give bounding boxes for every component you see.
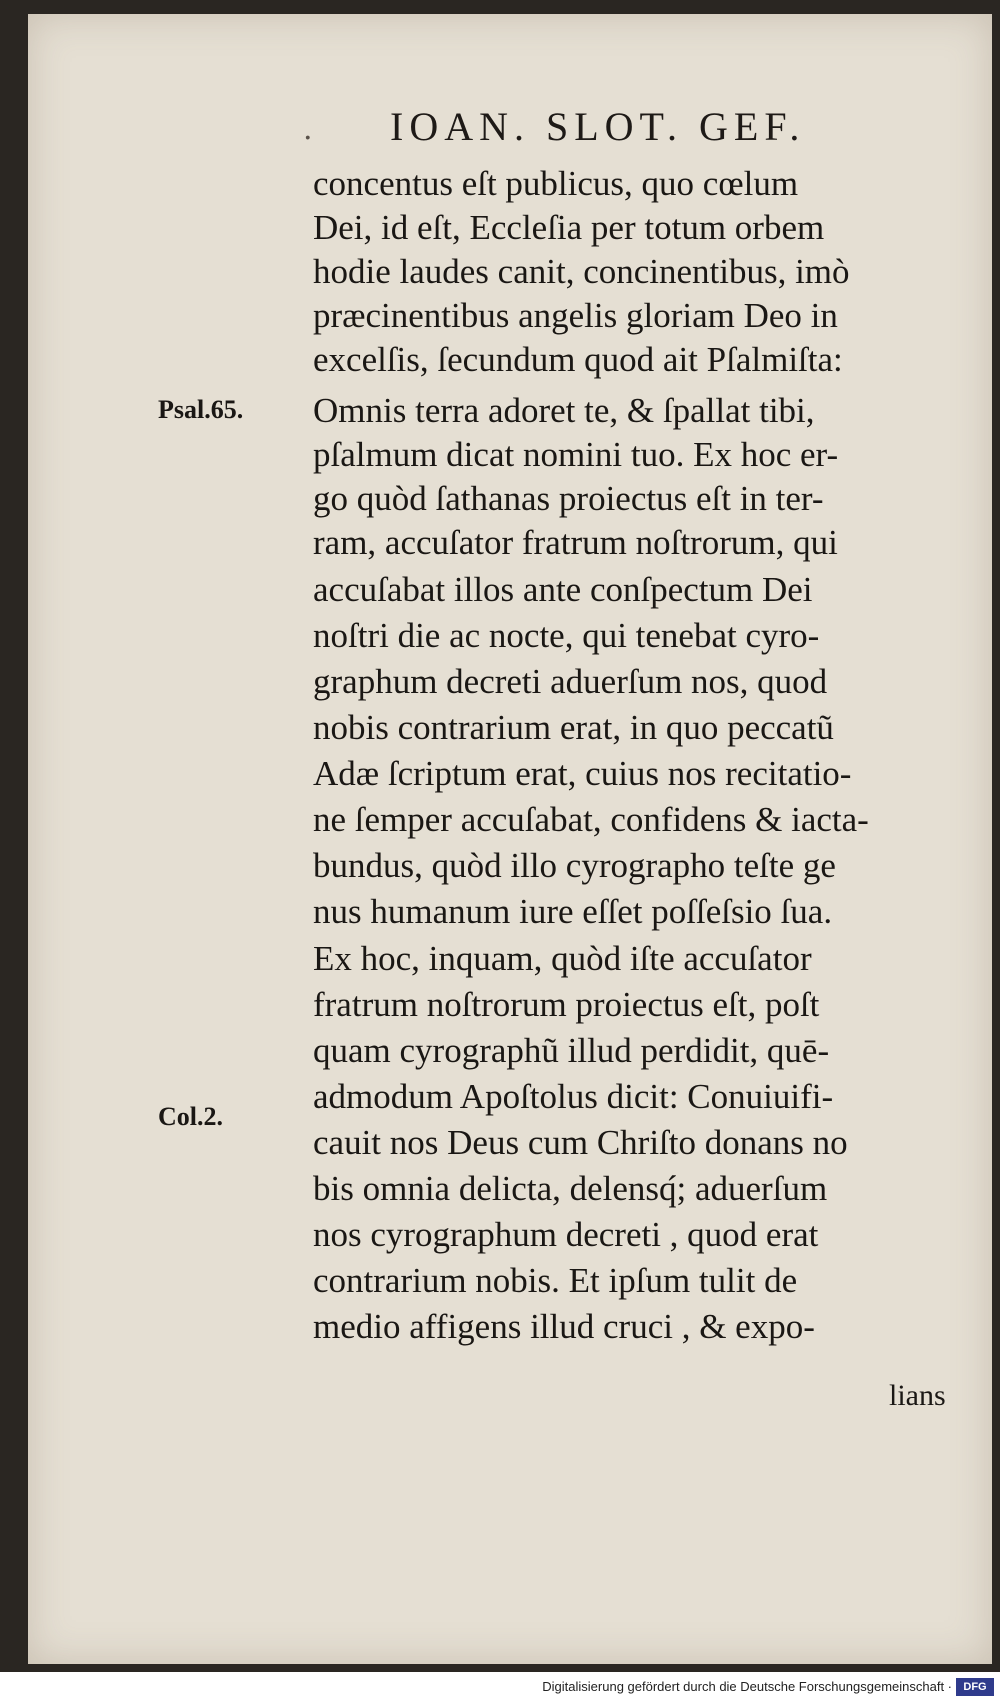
text-line: Dei, id eſt, Eccleſia per totum orbem: [313, 208, 825, 247]
text-line: ram, accuſator fratrum noſtrorum, qui: [313, 523, 838, 562]
text-line: contrarium nobis. Et ipſum tulit de: [313, 1261, 798, 1300]
text-line: bundus, quòd illo cyrographo teſte ge: [313, 846, 836, 885]
text-line: excelſis, ſecundum quod ait Pſalmiſta:: [313, 340, 843, 379]
text-line: hodie laudes canit, concinentibus, imò: [313, 252, 850, 291]
margin-note-colossians: Col.2.: [158, 1102, 223, 1131]
running-head: IOAN. SLOT. GEF.: [390, 104, 806, 149]
catchword: lians: [889, 1379, 946, 1412]
text-line: pſalmum dicat nomini tuo. Ex hoc er-: [313, 435, 839, 474]
footer: [0, 1672, 1000, 1704]
text-line: concentus eſt publicus, quo cœlum: [313, 164, 799, 203]
text-line: fratrum noſtrorum proiectus eſt, poſt: [313, 985, 820, 1024]
text-line: ne ſemper accuſabat, confidens & iacta-: [313, 800, 869, 839]
text-line: graphum decreti aduerſum nos, quod: [313, 662, 828, 701]
text-line: admodum Apoſtolus dicit: Conuiuifi-: [313, 1077, 834, 1116]
text-line: cauit nos Deus cum Chriſto donans no: [313, 1123, 848, 1162]
text-line: nos cyrographum decreti , quod erat: [313, 1215, 819, 1254]
header-ornament: .: [303, 112, 313, 147]
margin-note-psalm: Psal.65.: [158, 395, 244, 424]
text-line: nobis contrarium erat, in quo peccatũ: [313, 708, 834, 747]
text-line: Ex hoc, inquam, quòd iſte accuſator: [313, 939, 812, 978]
dfg-logo: DFG: [956, 1678, 994, 1696]
funding-credit: Digitalisierung gefördert durch die Deutsche Forschungsgemeinschaft ·: [542, 1679, 952, 1694]
text-line: go quòd ſathanas proiectus eſt in ter-: [313, 479, 824, 518]
text-line: nus humanum iure eſſet poſſeſsio ſua.: [313, 892, 833, 931]
text-line: quam cyrographũ illud perdidit, quē-: [313, 1031, 830, 1070]
text-line: Omnis terra adoret te, & ſpallat tibi,: [313, 391, 815, 430]
text-line: Adæ ſcriptum erat, cuius nos recitatio-: [313, 754, 852, 793]
text-line: præcinentibus angelis gloriam Deo in: [313, 296, 838, 335]
text-line: accuſabat illos ante conſpectum Dei: [313, 570, 813, 609]
text-line: medio affigens illud cruci , & expo-: [313, 1307, 815, 1346]
text-line: bis omnia delicta, delensq́; aduerſum: [313, 1169, 828, 1208]
text-line: noſtri die ac nocte, qui tenebat cyro-: [313, 616, 820, 655]
